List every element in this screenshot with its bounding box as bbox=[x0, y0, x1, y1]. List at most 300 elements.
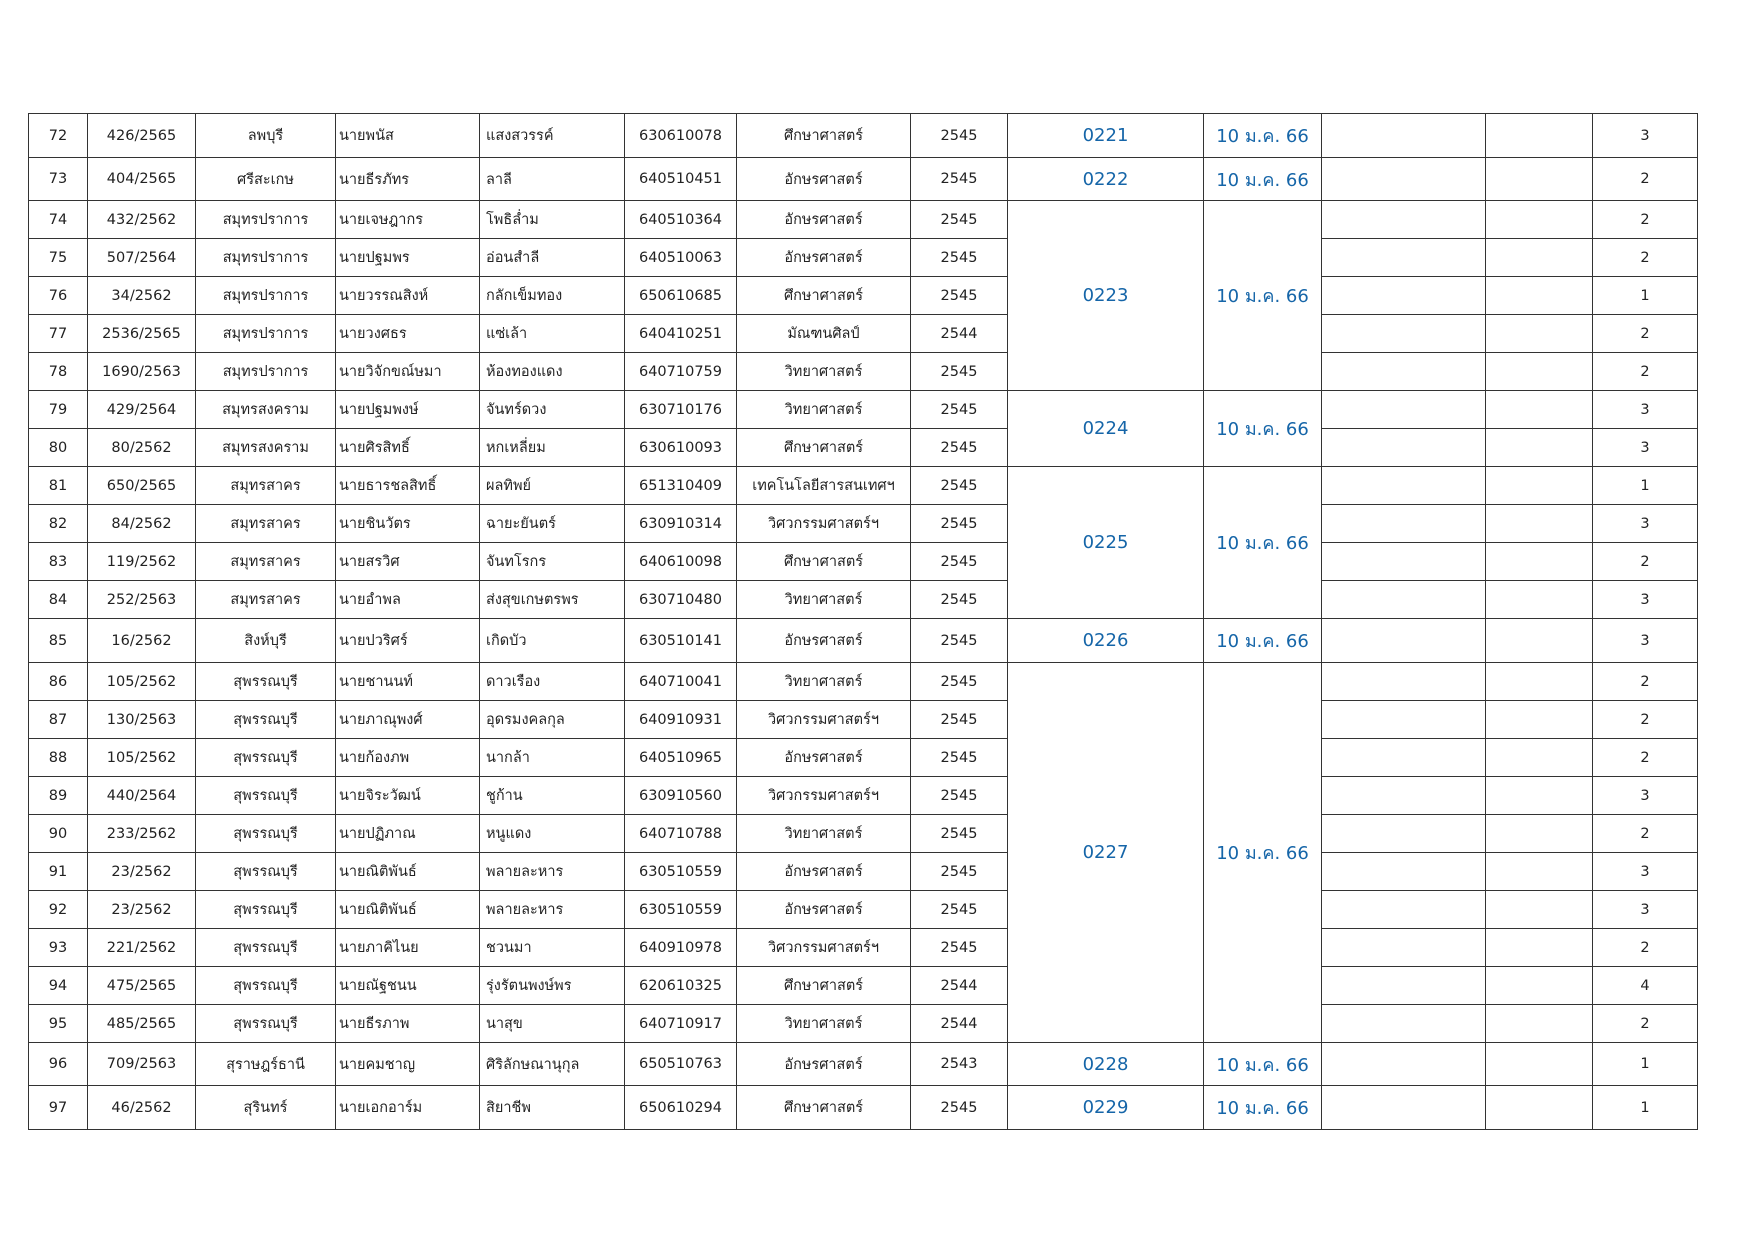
student-id: 630710176 bbox=[625, 391, 737, 429]
document-number: 709/2563 bbox=[88, 1043, 196, 1086]
faculty: อักษรศาสตร์ bbox=[737, 1043, 911, 1086]
first-name: นายณัฐชนน bbox=[336, 967, 480, 1005]
document-number: 252/2563 bbox=[88, 581, 196, 619]
province: สุราษฎร์ธานี bbox=[196, 1043, 336, 1086]
blank-cell-b bbox=[1486, 315, 1593, 353]
blank-cell-a bbox=[1322, 1043, 1486, 1086]
province: สุพรรณบุรี bbox=[196, 891, 336, 929]
row-number: 76 bbox=[29, 277, 88, 315]
document-number: 46/2562 bbox=[88, 1086, 196, 1130]
row-number: 92 bbox=[29, 891, 88, 929]
faculty: วิศวกรรมศาสตร์ฯ bbox=[737, 505, 911, 543]
birth-year: 2545 bbox=[911, 929, 1008, 967]
document-number: 233/2562 bbox=[88, 815, 196, 853]
row-number: 78 bbox=[29, 353, 88, 391]
table-row bbox=[29, 1086, 1698, 1130]
row-number: 93 bbox=[29, 929, 88, 967]
student-id: 640910978 bbox=[625, 929, 737, 967]
student-id: 640510364 bbox=[625, 201, 737, 239]
last-name: ชูก้าน bbox=[480, 777, 625, 815]
last-name: ฉายะยันตร์ bbox=[480, 505, 625, 543]
blank-cell-b bbox=[1486, 1086, 1593, 1130]
blank-cell-a bbox=[1322, 619, 1486, 663]
document-number: 426/2565 bbox=[88, 114, 196, 158]
group-date: 10 ม.ค. 66 bbox=[1204, 619, 1322, 663]
count: 1 bbox=[1593, 467, 1698, 505]
faculty: ศึกษาศาสตร์ bbox=[737, 1086, 911, 1130]
document-number: 221/2562 bbox=[88, 929, 196, 967]
row-number: 77 bbox=[29, 315, 88, 353]
first-name: นายปฐมพร bbox=[336, 239, 480, 277]
table-row bbox=[29, 777, 1698, 815]
count: 1 bbox=[1593, 1043, 1698, 1086]
group-date: 10 ม.ค. 66 bbox=[1204, 201, 1322, 391]
table-row bbox=[29, 429, 1698, 467]
last-name: โพธิล่ำม bbox=[480, 201, 625, 239]
province: สุพรรณบุรี bbox=[196, 777, 336, 815]
birth-year: 2545 bbox=[911, 505, 1008, 543]
birth-year: 2545 bbox=[911, 739, 1008, 777]
birth-year: 2545 bbox=[911, 201, 1008, 239]
blank-cell-a bbox=[1322, 853, 1486, 891]
group-code: 0228 bbox=[1008, 1043, 1204, 1086]
blank-cell-a bbox=[1322, 663, 1486, 701]
row-number: 75 bbox=[29, 239, 88, 277]
province: สุพรรณบุรี bbox=[196, 1005, 336, 1043]
document-number: 404/2565 bbox=[88, 158, 196, 201]
group-date: 10 ม.ค. 66 bbox=[1204, 1043, 1322, 1086]
faculty: วิศวกรรมศาสตร์ฯ bbox=[737, 929, 911, 967]
count: 3 bbox=[1593, 619, 1698, 663]
faculty: วิศวกรรมศาสตร์ฯ bbox=[737, 701, 911, 739]
count: 2 bbox=[1593, 315, 1698, 353]
province: สุพรรณบุรี bbox=[196, 853, 336, 891]
faculty: อักษรศาสตร์ bbox=[737, 201, 911, 239]
student-id: 620610325 bbox=[625, 967, 737, 1005]
last-name: นาสุข bbox=[480, 1005, 625, 1043]
row-number: 90 bbox=[29, 815, 88, 853]
last-name: หกเหลี่ยม bbox=[480, 429, 625, 467]
last-name: พลายละหาร bbox=[480, 891, 625, 929]
table-row bbox=[29, 201, 1698, 239]
count: 2 bbox=[1593, 663, 1698, 701]
first-name: นายสรวิศ bbox=[336, 543, 480, 581]
last-name: พลายละหาร bbox=[480, 853, 625, 891]
student-id: 640510063 bbox=[625, 239, 737, 277]
blank-cell-b bbox=[1486, 505, 1593, 543]
student-id: 640410251 bbox=[625, 315, 737, 353]
first-name: นายจิระวัฒน์ bbox=[336, 777, 480, 815]
blank-cell-b bbox=[1486, 967, 1593, 1005]
blank-cell-a bbox=[1322, 815, 1486, 853]
blank-cell-a bbox=[1322, 239, 1486, 277]
birth-year: 2545 bbox=[911, 391, 1008, 429]
blank-cell-b bbox=[1486, 239, 1593, 277]
blank-cell-a bbox=[1322, 505, 1486, 543]
last-name: รุ่งรัตนพงษ์พร bbox=[480, 967, 625, 1005]
document-number: 105/2562 bbox=[88, 663, 196, 701]
province: สมุทรปราการ bbox=[196, 353, 336, 391]
count: 2 bbox=[1593, 701, 1698, 739]
row-number: 88 bbox=[29, 739, 88, 777]
faculty: วิศวกรรมศาสตร์ฯ bbox=[737, 777, 911, 815]
first-name: นายศิรสิทธิ์ bbox=[336, 429, 480, 467]
count: 1 bbox=[1593, 277, 1698, 315]
row-number: 89 bbox=[29, 777, 88, 815]
records-table bbox=[28, 113, 1698, 1130]
table-row bbox=[29, 701, 1698, 739]
row-number: 95 bbox=[29, 1005, 88, 1043]
birth-year: 2545 bbox=[911, 815, 1008, 853]
row-number: 83 bbox=[29, 543, 88, 581]
group-code: 0223 bbox=[1008, 201, 1204, 391]
blank-cell-a bbox=[1322, 277, 1486, 315]
count: 4 bbox=[1593, 967, 1698, 1005]
group-date: 10 ม.ค. 66 bbox=[1204, 391, 1322, 467]
table-row bbox=[29, 1043, 1698, 1086]
first-name: นายคมชาญ bbox=[336, 1043, 480, 1086]
first-name: นายธีรภาพ bbox=[336, 1005, 480, 1043]
table-row bbox=[29, 967, 1698, 1005]
table-row bbox=[29, 739, 1698, 777]
province: สมุทรสาคร bbox=[196, 581, 336, 619]
student-id: 630510559 bbox=[625, 853, 737, 891]
faculty: วิทยาศาสตร์ bbox=[737, 391, 911, 429]
row-number: 94 bbox=[29, 967, 88, 1005]
document-number: 34/2562 bbox=[88, 277, 196, 315]
last-name: แซ่เล้า bbox=[480, 315, 625, 353]
last-name: ลาลี bbox=[480, 158, 625, 201]
blank-cell-b bbox=[1486, 777, 1593, 815]
first-name: นายณิติพันธ์ bbox=[336, 853, 480, 891]
count: 3 bbox=[1593, 853, 1698, 891]
last-name: จันทร์ดวง bbox=[480, 391, 625, 429]
province: สมุทรปราการ bbox=[196, 201, 336, 239]
table-row bbox=[29, 391, 1698, 429]
first-name: นายธารชลสิทธิ์ bbox=[336, 467, 480, 505]
blank-cell-a bbox=[1322, 967, 1486, 1005]
province: สมุทรสงคราม bbox=[196, 391, 336, 429]
blank-cell-a bbox=[1322, 429, 1486, 467]
last-name: กลักเข็มทอง bbox=[480, 277, 625, 315]
last-name: ส่งสุขเกษตรพร bbox=[480, 581, 625, 619]
count: 3 bbox=[1593, 429, 1698, 467]
table-row bbox=[29, 158, 1698, 201]
row-number: 80 bbox=[29, 429, 88, 467]
birth-year: 2545 bbox=[911, 777, 1008, 815]
table-row bbox=[29, 853, 1698, 891]
row-number: 82 bbox=[29, 505, 88, 543]
count: 1 bbox=[1593, 1086, 1698, 1130]
student-id: 640710788 bbox=[625, 815, 737, 853]
table-row bbox=[29, 929, 1698, 967]
province: สมุทรปราการ bbox=[196, 239, 336, 277]
blank-cell-a bbox=[1322, 353, 1486, 391]
table-row bbox=[29, 543, 1698, 581]
blank-cell-b bbox=[1486, 201, 1593, 239]
group-code: 0224 bbox=[1008, 391, 1204, 467]
first-name: นายก้องภพ bbox=[336, 739, 480, 777]
last-name: อ่อนสำลี bbox=[480, 239, 625, 277]
birth-year: 2545 bbox=[911, 543, 1008, 581]
student-id: 630910314 bbox=[625, 505, 737, 543]
student-id: 630710480 bbox=[625, 581, 737, 619]
row-number: 72 bbox=[29, 114, 88, 158]
student-id: 640710041 bbox=[625, 663, 737, 701]
row-number: 87 bbox=[29, 701, 88, 739]
group-date: 10 ม.ค. 66 bbox=[1204, 158, 1322, 201]
table-row bbox=[29, 663, 1698, 701]
student-id: 640510965 bbox=[625, 739, 737, 777]
last-name: นากล้า bbox=[480, 739, 625, 777]
row-number: 79 bbox=[29, 391, 88, 429]
document-number: 429/2564 bbox=[88, 391, 196, 429]
faculty: ศึกษาศาสตร์ bbox=[737, 277, 911, 315]
group-date: 10 ม.ค. 66 bbox=[1204, 663, 1322, 1043]
blank-cell-a bbox=[1322, 929, 1486, 967]
province: สมุทรสงคราม bbox=[196, 429, 336, 467]
birth-year: 2545 bbox=[911, 581, 1008, 619]
birth-year: 2545 bbox=[911, 429, 1008, 467]
blank-cell-a bbox=[1322, 739, 1486, 777]
blank-cell-a bbox=[1322, 543, 1486, 581]
group-date: 10 ม.ค. 66 bbox=[1204, 114, 1322, 158]
last-name: เกิดบัว bbox=[480, 619, 625, 663]
blank-cell-a bbox=[1322, 201, 1486, 239]
blank-cell-a bbox=[1322, 777, 1486, 815]
blank-cell-b bbox=[1486, 815, 1593, 853]
blank-cell-b bbox=[1486, 929, 1593, 967]
province: สุพรรณบุรี bbox=[196, 701, 336, 739]
first-name: นายปฐมพงษ์ bbox=[336, 391, 480, 429]
first-name: นายเจษฎากร bbox=[336, 201, 480, 239]
last-name: สิยาชีพ bbox=[480, 1086, 625, 1130]
first-name: นายปฏิภาณ bbox=[336, 815, 480, 853]
document-number: 650/2565 bbox=[88, 467, 196, 505]
blank-cell-a bbox=[1322, 1005, 1486, 1043]
birth-year: 2544 bbox=[911, 315, 1008, 353]
group-date: 10 ม.ค. 66 bbox=[1204, 467, 1322, 619]
province: สมุทรปราการ bbox=[196, 277, 336, 315]
blank-cell-b bbox=[1486, 277, 1593, 315]
table-row bbox=[29, 581, 1698, 619]
blank-cell-b bbox=[1486, 429, 1593, 467]
blank-cell-a bbox=[1322, 581, 1486, 619]
group-code: 0221 bbox=[1008, 114, 1204, 158]
blank-cell-b bbox=[1486, 1043, 1593, 1086]
faculty: อักษรศาสตร์ bbox=[737, 891, 911, 929]
row-number: 97 bbox=[29, 1086, 88, 1130]
blank-cell-b bbox=[1486, 543, 1593, 581]
document-number: 432/2562 bbox=[88, 201, 196, 239]
province: สุรินทร์ bbox=[196, 1086, 336, 1130]
faculty: ศึกษาศาสตร์ bbox=[737, 543, 911, 581]
faculty: อักษรศาสตร์ bbox=[737, 158, 911, 201]
document-number: 84/2562 bbox=[88, 505, 196, 543]
birth-year: 2544 bbox=[911, 1005, 1008, 1043]
student-id: 640610098 bbox=[625, 543, 737, 581]
group-date: 10 ม.ค. 66 bbox=[1204, 1086, 1322, 1130]
row-number: 81 bbox=[29, 467, 88, 505]
student-id: 640710759 bbox=[625, 353, 737, 391]
first-name: นายพนัส bbox=[336, 114, 480, 158]
blank-cell-a bbox=[1322, 891, 1486, 929]
table-row bbox=[29, 353, 1698, 391]
blank-cell-b bbox=[1486, 1005, 1593, 1043]
group-code: 0229 bbox=[1008, 1086, 1204, 1130]
birth-year: 2545 bbox=[911, 891, 1008, 929]
first-name: นายวงศธร bbox=[336, 315, 480, 353]
table-row bbox=[29, 239, 1698, 277]
birth-year: 2545 bbox=[911, 353, 1008, 391]
count: 2 bbox=[1593, 201, 1698, 239]
row-number: 84 bbox=[29, 581, 88, 619]
first-name: นายชินวัตร bbox=[336, 505, 480, 543]
birth-year: 2545 bbox=[911, 619, 1008, 663]
blank-cell-a bbox=[1322, 315, 1486, 353]
first-name: นายภาณุพงศ์ bbox=[336, 701, 480, 739]
faculty: ศึกษาศาสตร์ bbox=[737, 967, 911, 1005]
blank-cell-a bbox=[1322, 1086, 1486, 1130]
student-id: 630510559 bbox=[625, 891, 737, 929]
student-id: 651310409 bbox=[625, 467, 737, 505]
province: สมุทรปราการ bbox=[196, 315, 336, 353]
blank-cell-b bbox=[1486, 619, 1593, 663]
blank-cell-b bbox=[1486, 853, 1593, 891]
faculty: อักษรศาสตร์ bbox=[737, 619, 911, 663]
birth-year: 2543 bbox=[911, 1043, 1008, 1086]
table-row bbox=[29, 505, 1698, 543]
document-number: 80/2562 bbox=[88, 429, 196, 467]
group-code: 0225 bbox=[1008, 467, 1204, 619]
student-id: 650510763 bbox=[625, 1043, 737, 1086]
count: 2 bbox=[1593, 1005, 1698, 1043]
last-name: หนูแดง bbox=[480, 815, 625, 853]
count: 2 bbox=[1593, 739, 1698, 777]
document-number: 23/2562 bbox=[88, 891, 196, 929]
count: 2 bbox=[1593, 543, 1698, 581]
province: สมุทรสาคร bbox=[196, 505, 336, 543]
document-number: 2536/2565 bbox=[88, 315, 196, 353]
document-number: 1690/2563 bbox=[88, 353, 196, 391]
first-name: นายณิติพันธ์ bbox=[336, 891, 480, 929]
blank-cell-b bbox=[1486, 114, 1593, 158]
table-row bbox=[29, 277, 1698, 315]
birth-year: 2544 bbox=[911, 967, 1008, 1005]
count: 2 bbox=[1593, 158, 1698, 201]
birth-year: 2545 bbox=[911, 853, 1008, 891]
birth-year: 2545 bbox=[911, 467, 1008, 505]
count: 2 bbox=[1593, 353, 1698, 391]
count: 2 bbox=[1593, 239, 1698, 277]
table-row bbox=[29, 815, 1698, 853]
blank-cell-b bbox=[1486, 581, 1593, 619]
birth-year: 2545 bbox=[911, 239, 1008, 277]
faculty: วิทยาศาสตร์ bbox=[737, 353, 911, 391]
count: 3 bbox=[1593, 581, 1698, 619]
document-number: 16/2562 bbox=[88, 619, 196, 663]
faculty: วิทยาศาสตร์ bbox=[737, 581, 911, 619]
first-name: นายวรรณสิงห์ bbox=[336, 277, 480, 315]
first-name: นายวิจักขณ์ษมา bbox=[336, 353, 480, 391]
row-number: 73 bbox=[29, 158, 88, 201]
province: สิงห์บุรี bbox=[196, 619, 336, 663]
blank-cell-a bbox=[1322, 391, 1486, 429]
faculty: วิทยาศาสตร์ bbox=[737, 815, 911, 853]
blank-cell-b bbox=[1486, 353, 1593, 391]
row-number: 91 bbox=[29, 853, 88, 891]
blank-cell-a bbox=[1322, 701, 1486, 739]
blank-cell-b bbox=[1486, 158, 1593, 201]
document-number: 23/2562 bbox=[88, 853, 196, 891]
group-code: 0227 bbox=[1008, 663, 1204, 1043]
blank-cell-a bbox=[1322, 158, 1486, 201]
student-id: 630510141 bbox=[625, 619, 737, 663]
table-row bbox=[29, 315, 1698, 353]
last-name: จันทโรกร bbox=[480, 543, 625, 581]
student-id: 630910560 bbox=[625, 777, 737, 815]
group-code: 0222 bbox=[1008, 158, 1204, 201]
count: 3 bbox=[1593, 505, 1698, 543]
first-name: นายอำพล bbox=[336, 581, 480, 619]
first-name: นายเอกอาร์ม bbox=[336, 1086, 480, 1130]
faculty: ศึกษาศาสตร์ bbox=[737, 114, 911, 158]
faculty: วิทยาศาสตร์ bbox=[737, 663, 911, 701]
last-name: แสงสวรรค์ bbox=[480, 114, 625, 158]
table-row bbox=[29, 1005, 1698, 1043]
province: ลพบุรี bbox=[196, 114, 336, 158]
table-row bbox=[29, 467, 1698, 505]
document-number: 485/2565 bbox=[88, 1005, 196, 1043]
first-name: นายภาคิไนย bbox=[336, 929, 480, 967]
row-number: 86 bbox=[29, 663, 88, 701]
birth-year: 2545 bbox=[911, 701, 1008, 739]
student-id: 650610294 bbox=[625, 1086, 737, 1130]
row-number: 96 bbox=[29, 1043, 88, 1086]
blank-cell-b bbox=[1486, 739, 1593, 777]
blank-cell-a bbox=[1322, 467, 1486, 505]
faculty: อักษรศาสตร์ bbox=[737, 739, 911, 777]
last-name: ดาวเรือง bbox=[480, 663, 625, 701]
student-id: 630610078 bbox=[625, 114, 737, 158]
row-number: 74 bbox=[29, 201, 88, 239]
faculty: มัณฑนศิลป์ bbox=[737, 315, 911, 353]
blank-cell-b bbox=[1486, 467, 1593, 505]
document-number: 440/2564 bbox=[88, 777, 196, 815]
blank-cell-b bbox=[1486, 891, 1593, 929]
row-number: 85 bbox=[29, 619, 88, 663]
table-row bbox=[29, 619, 1698, 663]
last-name: อุดรมงคลกุล bbox=[480, 701, 625, 739]
province: สุพรรณบุรี bbox=[196, 739, 336, 777]
last-name: ห้องทองแดง bbox=[480, 353, 625, 391]
blank-cell-b bbox=[1486, 663, 1593, 701]
document-number: 119/2562 bbox=[88, 543, 196, 581]
last-name: ศิริลักษณานุกุล bbox=[480, 1043, 625, 1086]
count: 3 bbox=[1593, 891, 1698, 929]
first-name: นายธีรภัทร bbox=[336, 158, 480, 201]
blank-cell-b bbox=[1486, 701, 1593, 739]
birth-year: 2545 bbox=[911, 114, 1008, 158]
last-name: ชวนมา bbox=[480, 929, 625, 967]
count: 3 bbox=[1593, 391, 1698, 429]
document-number: 105/2562 bbox=[88, 739, 196, 777]
student-id: 630610093 bbox=[625, 429, 737, 467]
last-name: ผลทิพย์ bbox=[480, 467, 625, 505]
province: สุพรรณบุรี bbox=[196, 815, 336, 853]
blank-cell-a bbox=[1322, 114, 1486, 158]
faculty: เทคโนโลยีสารสนเทศฯ bbox=[737, 467, 911, 505]
